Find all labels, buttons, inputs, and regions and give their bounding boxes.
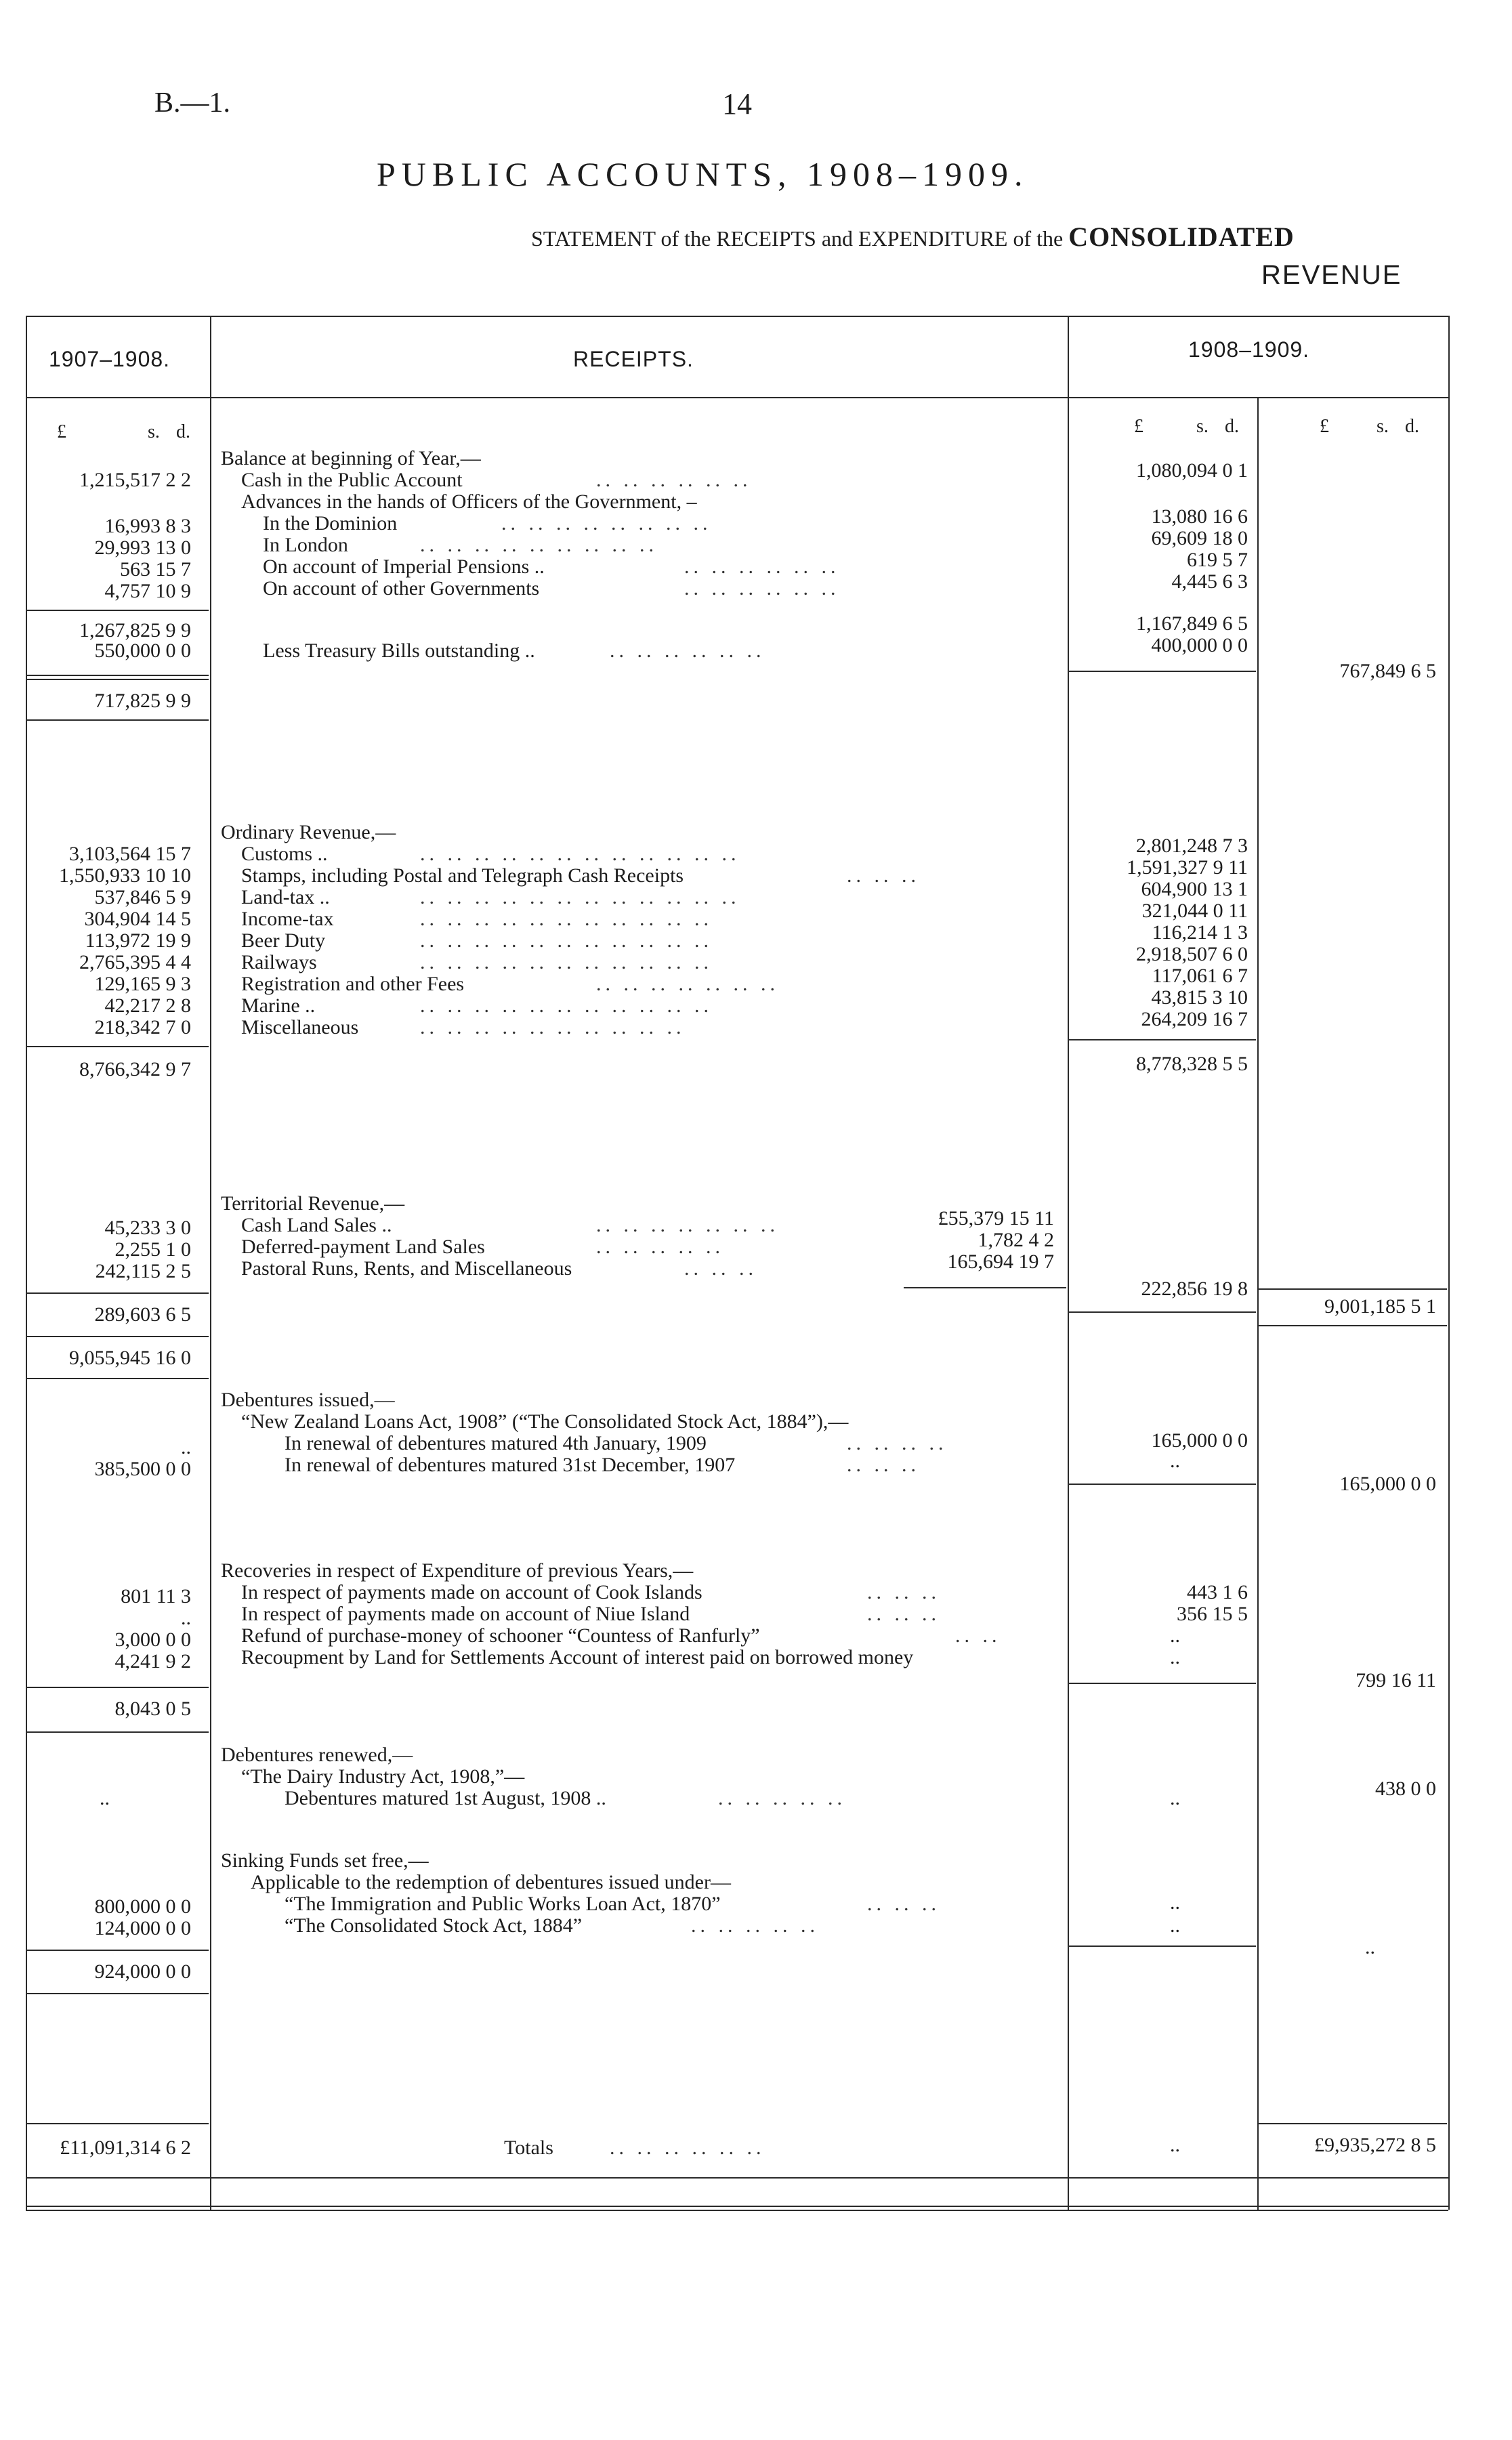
dots-customs: .. .. .. .. .. .. .. .. .. .. .. .. xyxy=(420,843,740,865)
dots-matured-aug-1908: .. .. .. .. .. xyxy=(718,1787,846,1809)
rule-prev-territorial xyxy=(27,1292,209,1294)
dots-consolidated-stock-act: .. .. .. .. .. xyxy=(691,1914,819,1937)
inner-cash-land-sales: £55,379 15 11 xyxy=(938,1207,1054,1229)
total-grand-total: £9,935,272 8 5 xyxy=(1314,2134,1436,2156)
sub-registration-fees: 117,061 6 7 xyxy=(1152,965,1248,987)
dots-renewal-jan-1909: .. .. .. .. xyxy=(847,1432,948,1454)
prev-land-recoupment: 4,241 9 2 xyxy=(114,1650,191,1673)
label-in-london: In London xyxy=(263,534,348,556)
sub-schooner-refund: .. xyxy=(1170,1624,1180,1647)
prev-registration-fees: 129,165 9 3 xyxy=(94,973,191,995)
dots-in-london: .. .. .. .. .. .. .. .. .. xyxy=(420,534,658,556)
label-railways: Railways xyxy=(241,951,317,973)
receipts-divider xyxy=(1068,316,1069,2210)
sub-cash-public-account: 1,080,094 0 1 xyxy=(1136,459,1248,482)
prev-cook-islands: 801 11 3 xyxy=(121,1585,191,1607)
rule-sub-ordinary xyxy=(1069,1039,1256,1040)
label-totals: Totals xyxy=(504,2137,553,2159)
sub-consolidated-stock-act: .. xyxy=(1170,1914,1180,1937)
sub-renewal-jan-1909: 165,000 0 0 xyxy=(1151,1429,1248,1452)
prev-niue-island: .. xyxy=(181,1607,191,1629)
rule-sub-territorial xyxy=(1069,1311,1256,1313)
label-renewal-jan-1909: In renewal of debentures matured 4th January, 1909 xyxy=(285,1432,707,1454)
label-balance-heading: Balance at beginning of Year,— xyxy=(221,447,481,469)
sub-immigration-act: .. xyxy=(1170,1891,1180,1914)
dots-pastoral-runs: .. .. .. xyxy=(684,1257,757,1280)
rule-after-revenue xyxy=(27,1378,209,1379)
sub-land-tax: 604,900 13 1 xyxy=(1141,878,1248,900)
sub-treasury-bills: 400,000 0 0 xyxy=(1151,634,1248,656)
column-receipts: RECEIPTS. xyxy=(573,347,694,371)
sub-balance-subtotal: 1,167,849 6 5 xyxy=(1136,612,1248,635)
sub-miscellaneous: 264,209 16 7 xyxy=(1141,1008,1248,1030)
dots-cook-islands: .. .. .. xyxy=(867,1581,940,1603)
total-debentures-issued: 165,000 0 0 xyxy=(1339,1473,1436,1495)
rule-after-recoveries xyxy=(27,1731,209,1733)
prev-railways: 2,765,395 4 4 xyxy=(79,951,191,973)
dots-land-tax: .. .. .. .. .. .. .. .. .. .. .. .. xyxy=(420,886,740,908)
label-recoveries: Recoveries in respect of Expenditure of previous Years,— xyxy=(221,1559,694,1582)
label-sinking-funds: Sinking Funds set free,— xyxy=(221,1849,429,1872)
prev-treasury-bills: 550,000 0 0 xyxy=(94,639,191,662)
rule-prev-sinking xyxy=(27,1950,209,1951)
rule-total-revenue-top xyxy=(1259,1288,1447,1290)
header-bottom-rule xyxy=(26,397,1448,398)
prev-deferred-payment: 2,255 1 0 xyxy=(114,1238,191,1261)
label-treasury-bills: Less Treasury Bills outstanding .. xyxy=(263,639,535,662)
sub-ordinary-total: 8,778,328 5 5 xyxy=(1136,1053,1248,1075)
dots-cash-land-sales: .. .. .. .. .. .. .. xyxy=(596,1214,779,1236)
prev-renewal-jan-1909: .. xyxy=(181,1436,191,1458)
prev-income-tax: 304,904 14 5 xyxy=(84,908,191,930)
prev-grand-total: £11,091,314 6 2 xyxy=(60,2137,191,2159)
label-imperial-pensions: On account of Imperial Pensions .. xyxy=(263,555,545,578)
label-deferred-payment: Deferred-payment Land Sales xyxy=(241,1236,485,1258)
dots-treasury-bills: .. .. .. .. .. .. xyxy=(610,639,765,662)
sub-cook-islands: 443 1 6 xyxy=(1187,1581,1248,1603)
total-balance: 767,849 6 5 xyxy=(1339,660,1436,682)
column-curr-year: 1908–1909. xyxy=(1188,337,1310,362)
label-land-tax: Land-tax .. xyxy=(241,886,330,908)
rule-sub-sinking xyxy=(1069,1945,1256,1947)
prev-marine: 42,217 2 8 xyxy=(104,994,191,1017)
rule-prev-recoveries xyxy=(27,1687,209,1688)
rule-prev-net-balance-double xyxy=(27,679,209,680)
subtitle-revenue: REVENUE xyxy=(1261,260,1402,290)
prev-cash-land-sales: 45,233 3 0 xyxy=(104,1217,191,1239)
label-dairy-industry-act: “The Dairy Industry Act, 1908,”— xyxy=(241,1765,525,1788)
sub-in-dominion: 13,080 16 6 xyxy=(1151,505,1248,528)
rule-after-sinking xyxy=(27,1993,209,1994)
label-other-governments: On account of other Governments xyxy=(263,577,540,600)
prev-pound-head: £ xyxy=(57,421,66,442)
dots-totals: .. .. .. .. .. .. xyxy=(610,2137,765,2159)
prev-other-governments: 4,757 10 9 xyxy=(104,580,191,602)
table-top-rule xyxy=(26,316,1448,317)
sub-customs: 2,801,248 7 3 xyxy=(1136,835,1248,857)
dots-income-tax: .. .. .. .. .. .. .. .. .. .. .. xyxy=(420,908,713,930)
total-debentures-renewed: 438 0 0 xyxy=(1375,1778,1436,1800)
prev-shilling-head: s. xyxy=(148,421,160,442)
sub-imperial-pensions: 619 5 7 xyxy=(1187,549,1248,571)
label-nz-loans-act: “New Zealand Loans Act, 1908” (“The Consolidated Stock Act, 1884”),— xyxy=(241,1410,849,1433)
rule-after-balance xyxy=(27,719,209,721)
dots-railways: .. .. .. .. .. .. .. .. .. .. .. xyxy=(420,951,713,973)
label-stamps: Stamps, including Postal and Telegraph Cash Receipts xyxy=(241,864,684,887)
total-recoveries: 799 16 11 xyxy=(1356,1669,1436,1691)
prev-pastoral-runs: 242,115 2 5 xyxy=(95,1260,191,1282)
sub-shilling-head: s. xyxy=(1196,416,1209,437)
label-registration-fees: Registration and other Fees xyxy=(241,973,465,995)
label-miscellaneous: Miscellaneous xyxy=(241,1016,359,1038)
label-marine: Marine .. xyxy=(241,994,316,1017)
rule-sub-debentures xyxy=(1069,1484,1256,1485)
label-income-tax: Income-tax xyxy=(241,908,334,930)
prev-ordinary-total: 8,766,342 9 7 xyxy=(79,1058,191,1080)
total-revenue: 9,001,185 5 1 xyxy=(1324,1295,1436,1318)
label-schooner-refund: Refund of purchase-money of schooner “Countess of Ranfurly” xyxy=(241,1624,760,1647)
prev-pence-head: d. xyxy=(176,421,190,442)
left-border xyxy=(26,316,27,2210)
prev-imperial-pensions: 563 15 7 xyxy=(120,558,191,581)
rule-sub-recoveries xyxy=(1069,1683,1256,1684)
prev-recoveries-total: 8,043 0 5 xyxy=(114,1698,191,1720)
dots-in-dominion: .. .. .. .. .. .. .. .. xyxy=(501,512,712,534)
sub-territorial-total: 222,856 19 8 xyxy=(1141,1278,1248,1300)
sub-renewal-dec-1907: .. xyxy=(1170,1450,1180,1472)
sub-matured-aug-1908: .. xyxy=(1170,1787,1180,1809)
sub-marine: 43,815 3 10 xyxy=(1151,986,1248,1009)
prev-matured-aug-1908: .. xyxy=(100,1787,110,1809)
sub-grand-total: .. xyxy=(1170,2134,1180,2156)
dots-renewal-dec-1907: .. .. .. xyxy=(847,1454,920,1476)
label-debentures-renewed: Debentures renewed,— xyxy=(221,1744,413,1766)
dots-niue-island: .. .. .. xyxy=(867,1603,940,1625)
total-pence-head: d. xyxy=(1405,416,1419,437)
prev-schooner-refund: 3,000 0 0 xyxy=(114,1628,191,1651)
rule-prev-net-balance xyxy=(27,675,209,676)
sub-niue-island: 356 15 5 xyxy=(1177,1603,1248,1625)
right-border xyxy=(1448,316,1450,2210)
prev-consolidated-stock-act: 124,000 0 0 xyxy=(94,1917,191,1939)
prev-year-divider xyxy=(210,316,211,2210)
subtotal-divider xyxy=(1257,397,1259,2210)
page-number: 14 xyxy=(722,87,752,121)
prev-territorial-total: 289,603 6 5 xyxy=(94,1303,191,1326)
prev-sinking-total: 924,000 0 0 xyxy=(94,1960,191,1983)
sub-in-london: 69,609 18 0 xyxy=(1151,527,1248,549)
statement-subtitle xyxy=(531,221,1295,253)
label-pastoral-runs: Pastoral Runs, Rents, and Miscellaneous xyxy=(241,1257,572,1280)
rule-total-grand-top xyxy=(1259,2123,1447,2124)
sub-beer-duty: 116,214 1 3 xyxy=(1152,921,1248,944)
sub-land-recoupment: .. xyxy=(1170,1646,1180,1668)
dots-deferred-payment: .. .. .. .. .. xyxy=(596,1236,724,1258)
dots-stamps: .. .. .. xyxy=(847,864,920,887)
rule-prev-revenue xyxy=(27,1336,209,1337)
table-bottom-rule xyxy=(26,2206,1448,2207)
label-immigration-act: “The Immigration and Public Works Loan Act, 1870” xyxy=(285,1893,721,1915)
dots-other-governments: .. .. .. .. .. .. xyxy=(684,577,840,600)
prev-renewal-dec-1907: 385,500 0 0 xyxy=(94,1458,191,1480)
label-niue-island: In respect of payments made on account of Niue Island xyxy=(241,1603,690,1625)
dots-immigration-act: .. .. .. xyxy=(867,1893,940,1915)
prev-stamps: 1,550,933 10 10 xyxy=(59,864,191,887)
dots-beer-duty: .. .. .. .. .. .. .. .. .. .. .. xyxy=(420,929,713,952)
label-land-recoupment: Recoupment by Land for Settlements Account of interest paid on borrowed money xyxy=(241,1646,914,1668)
dots-registration-fees: .. .. .. .. .. .. .. xyxy=(596,973,779,995)
prev-cash-public-account: 1,215,517 2 2 xyxy=(79,469,191,491)
total-sinking-funds: .. xyxy=(1365,1936,1375,1958)
prev-revenue-total: 9,055,945 16 0 xyxy=(69,1347,191,1369)
dots-schooner-refund: .. .. xyxy=(955,1624,1001,1647)
sub-other-governments: 4,445 6 3 xyxy=(1171,570,1248,593)
dots-miscellaneous: .. .. .. .. .. .. .. .. .. .. xyxy=(420,1016,686,1038)
prev-in-london: 29,993 13 0 xyxy=(94,537,191,559)
rule-inner-territorial xyxy=(904,1287,1066,1288)
sub-pence-head: d. xyxy=(1225,416,1239,437)
rule-sub-balance xyxy=(1069,671,1256,672)
subtitle-text: STATEMENT of the RECEIPTS and EXPENDITURE of the xyxy=(531,226,1064,251)
inner-deferred-payment: 1,782 4 2 xyxy=(978,1229,1054,1251)
sub-income-tax: 321,044 0 11 xyxy=(1141,900,1248,922)
label-cash-public-account: Cash in the Public Account xyxy=(241,469,463,491)
prev-in-dominion: 16,993 8 3 xyxy=(104,515,191,537)
sub-railways: 2,918,507 6 0 xyxy=(1136,943,1248,965)
page-title: PUBLIC ACCOUNTS, 1908–1909. xyxy=(377,155,1029,193)
label-customs: Customs .. xyxy=(241,843,328,865)
subtitle-caps: CONSOLIDATED xyxy=(1068,222,1295,252)
rule-prev-ordinary xyxy=(27,1046,209,1047)
total-shilling-head: s. xyxy=(1377,416,1389,437)
label-advances-heading: Advances in the hands of Officers of the Government, – xyxy=(241,490,697,513)
prev-land-tax: 537,846 5 9 xyxy=(94,886,191,908)
label-consolidated-stock-act: “The Consolidated Stock Act, 1884” xyxy=(285,1914,583,1937)
dots-cash-public-account: .. .. .. .. .. .. xyxy=(596,469,752,491)
label-debentures-issued: Debentures issued,— xyxy=(221,1389,395,1411)
document-reference: B.—1. xyxy=(154,87,231,119)
inner-pastoral-runs: 165,694 19 7 xyxy=(947,1250,1054,1273)
prev-beer-duty: 113,972 19 9 xyxy=(85,929,191,952)
prev-miscellaneous: 218,342 7 0 xyxy=(94,1016,191,1038)
label-in-dominion: In the Dominion xyxy=(263,512,398,534)
prev-balance-subtotal: 1,267,825 9 9 xyxy=(79,619,191,641)
label-beer-duty: Beer Duty xyxy=(241,929,326,952)
label-cash-land-sales: Cash Land Sales .. xyxy=(241,1214,392,1236)
dots-marine: .. .. .. .. .. .. .. .. .. .. .. xyxy=(420,994,713,1017)
dots-imperial-pensions: .. .. .. .. .. .. xyxy=(684,555,840,578)
table-bottom-rule-double xyxy=(26,2210,1448,2211)
prev-net-balance: 717,825 9 9 xyxy=(94,690,191,712)
label-territorial-revenue: Territorial Revenue,— xyxy=(221,1192,405,1215)
sub-stamps: 1,591,327 9 11 xyxy=(1127,856,1248,879)
rule-total-revenue-bottom xyxy=(1259,1325,1447,1326)
label-renewal-dec-1907: In renewal of debentures matured 31st December, 1907 xyxy=(285,1454,736,1476)
prev-customs: 3,103,564 15 7 xyxy=(69,843,191,865)
label-matured-aug-1908: Debentures matured 1st August, 1908 .. xyxy=(285,1787,606,1809)
rule-prev-grand-top xyxy=(27,2123,209,2124)
column-prev-year: 1907–1908. xyxy=(49,347,171,371)
total-pound-head: £ xyxy=(1320,416,1329,437)
rule-prev-balance xyxy=(27,610,209,611)
label-applicable-redemption: Applicable to the redemption of debentures issued under— xyxy=(251,1871,731,1893)
label-ordinary-revenue: Ordinary Revenue,— xyxy=(221,821,396,843)
prev-immigration-act: 800,000 0 0 xyxy=(94,1895,191,1918)
totals-top-rule xyxy=(26,2177,1448,2179)
sub-pound-head: £ xyxy=(1134,416,1143,437)
label-cook-islands: In respect of payments made on account of Cook Islands xyxy=(241,1581,702,1603)
